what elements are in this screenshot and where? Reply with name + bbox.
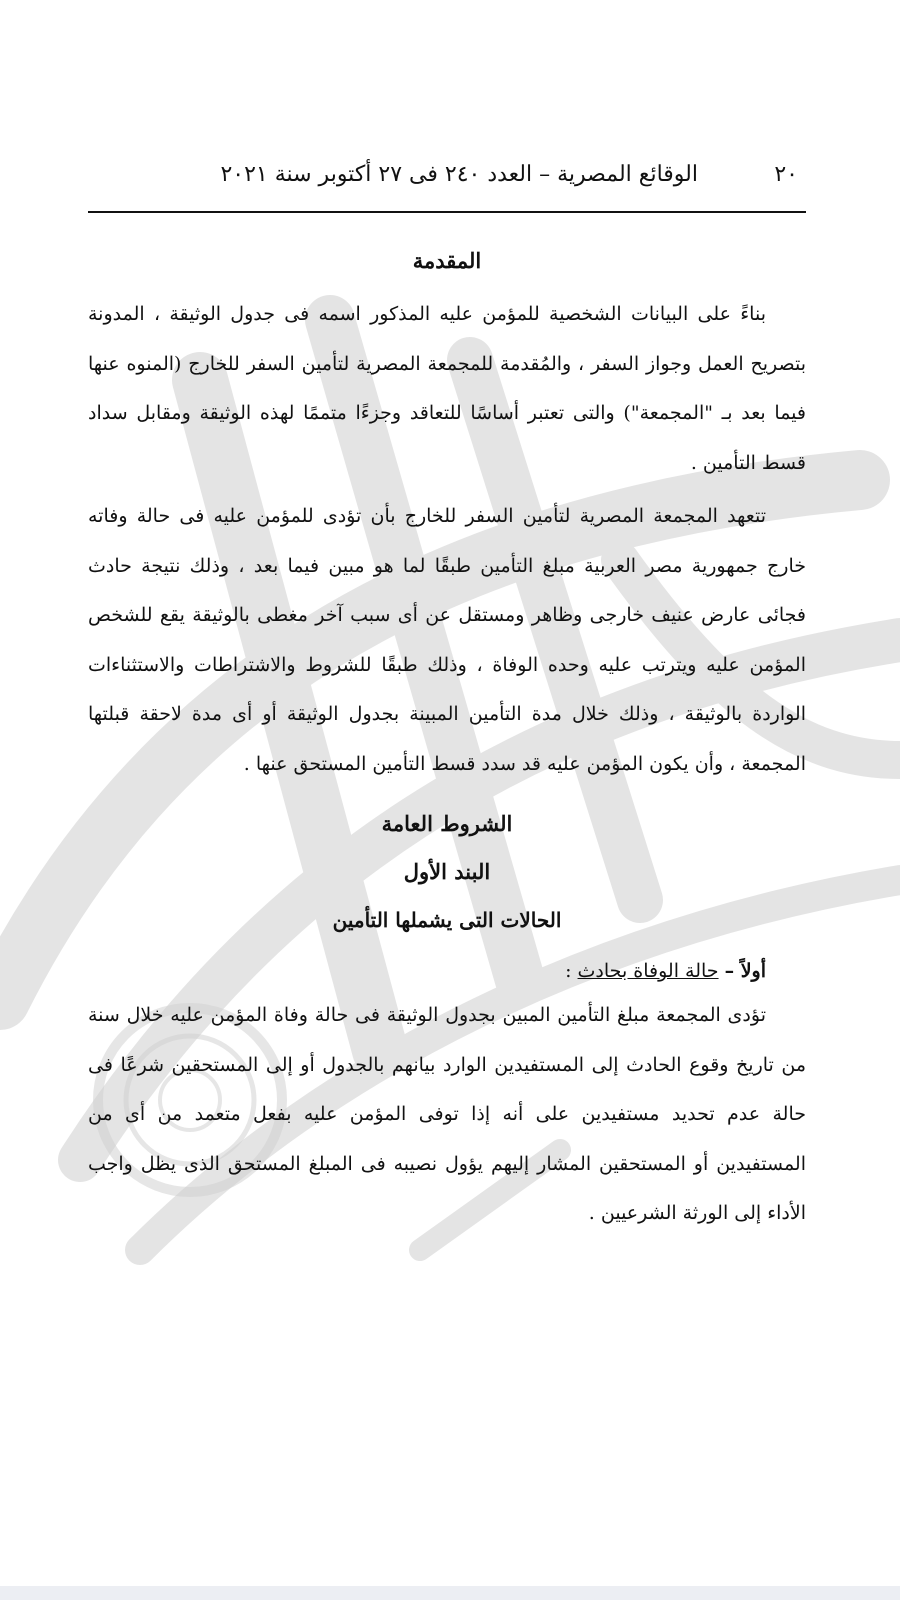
covered-cases-heading: الحالات التى يشملها التأمين	[332, 908, 562, 932]
running-title: الوقائع المصرية – العدد ٢٤٠ فى ٢٧ أكتوبر سنة ٢٠٢١	[220, 162, 698, 187]
general-conditions-heading: الشروط العامة	[381, 811, 513, 836]
running-header	[88, 162, 806, 196]
bottom-strip	[0, 1586, 900, 1600]
item-title: حالة الوفاة بحادث	[577, 960, 719, 982]
document-body	[88, 244, 806, 1239]
introduction-heading: المقدمة	[412, 248, 482, 273]
item-one-heading	[88, 951, 806, 991]
clause-one-heading: البند الأول	[403, 859, 491, 884]
item-one-paragraph: تؤدى المجمعة مبلغ التأمين المبين بجدول الوثيقة فى حالة وفاة المؤمن عليه خلال سنة من تاريخ وقوع الحادث إلى المستفيدين الوارد بيانهم بالجدول أو إلى المستحقين شرعًا فى حالة عدم تحديد مستفيدين على أنه إذا توفى المؤمن عليه بفعل متعمد من أى من المستفيدين أو المستحقين المشار إليهم يؤول نصيبه فى المبلغ المستحق الذى يظل واجب الأداء إلى الورثة الشرعيين .	[88, 1004, 807, 1224]
header-divider	[88, 211, 806, 213]
page-number: ٢٠	[774, 162, 798, 187]
item-ordinal: أولاً –	[724, 960, 766, 982]
item-colon: :	[565, 960, 572, 982]
intro-paragraph-2: تتعهد المجمعة المصرية لتأمين السفر للخارج بأن تؤدى للمؤمن عليه فى حالة وفاته خارج جمهورية مصر العربية مبلغ التأمين طبقًا لما هو مبين فيما بعد ، وذلك نتيجة حادث فجائى عارض عنيف خارجى وظاهر ومستقل عن أى سبب آخر مغطى بالوثيقة يقع للشخص المؤمن عليه ويترتب عليه وحده الوفاة ، وذلك طبقًا للشروط والاشتراطات والاستثناءات الواردة بالوثيقة ، وذلك خلال مدة التأمين المبينة بجدول الوثيقة أو أى مدة لاحقة قبلتها المجمعة ، وأن يكون المؤمن عليه قد سدد قسط التأمين المستحق عنها .	[88, 505, 806, 775]
intro-paragraph-1: بناءً على البيانات الشخصية للمؤمن عليه المذكور اسمه فى جدول الوثيقة ، المدونة بتصريح العمل وجواز السفر ، والمُقدمة للمجمعة المصرية لتأمين السفر للخارج (المنوه عنها فيما بعد بـ "المجمعة") والتى تعتبر أساسًا للتعاقد وجزءًا متممًا لهذه الوثيقة ومقابل سداد قسط التأمين .	[88, 303, 806, 474]
